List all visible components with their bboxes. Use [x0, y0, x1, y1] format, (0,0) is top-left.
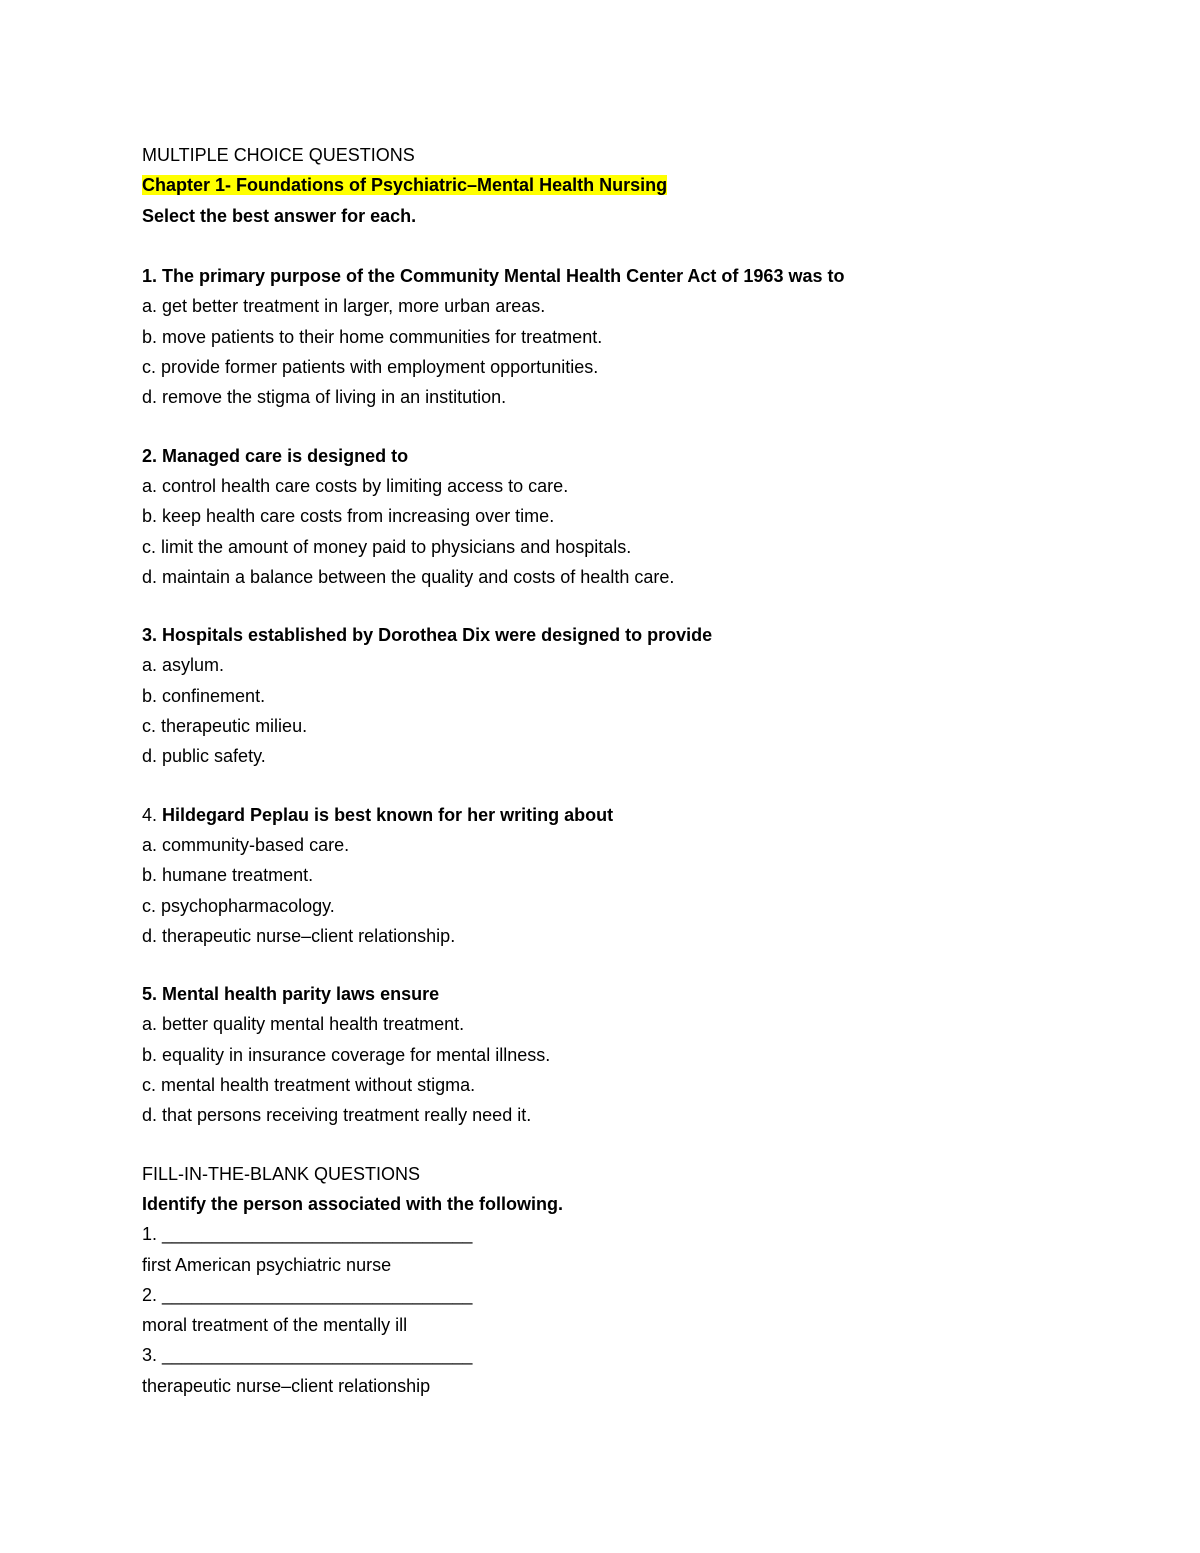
chapter-highlight: Chapter 1- Foundations of Psychiatric–Mental Health Nursing — [142, 175, 668, 196]
spacer — [142, 413, 1102, 441]
question-prompt — [142, 800, 1102, 830]
section-title: MULTIPLE CHOICE QUESTIONS — [142, 145, 415, 165]
spacer — [142, 1131, 1102, 1159]
fill-in-blank: 3. _______________________________ — [142, 1345, 473, 1366]
answer-option: d. remove the stigma of living in an institution. — [142, 387, 507, 408]
fill-in-clue: therapeutic nurse–client relationship — [142, 1375, 431, 1396]
answer-option: a. control health care costs by limiting access to care. — [142, 475, 569, 496]
spacer — [142, 772, 1102, 800]
question-block — [142, 620, 1102, 771]
question-prompt: 2. Managed care is designed to — [142, 445, 409, 466]
fill-in-clue: moral treatment of the mentally ill — [142, 1315, 408, 1336]
question-number: 4. — [142, 804, 158, 825]
question-block — [142, 800, 1102, 951]
question-prompt: 3. Hospitals established by Dorothea Dix were designed to provide — [142, 625, 713, 646]
fill-in-blank: 2. _______________________________ — [142, 1284, 473, 1305]
question-prompt: 1. The primary purpose of the Community Mental Health Center Act of 1963 was to — [142, 266, 845, 287]
answer-option: b. keep health care costs from increasing over time. — [142, 506, 555, 527]
answer-option: b. equality in insurance coverage for mental illness. — [142, 1044, 551, 1065]
answer-option: d. public safety. — [142, 746, 266, 767]
question-block — [142, 979, 1102, 1130]
spacer — [142, 951, 1102, 979]
document-page — [142, 140, 1102, 1401]
question-text: Hildegard Peplau is best known for her writing about — [157, 804, 614, 825]
answer-option: d. maintain a balance between the quality and costs of health care. — [142, 566, 675, 587]
fill-in-title: FILL-IN-THE-BLANK QUESTIONS — [142, 1163, 421, 1184]
answer-option: a. get better treatment in larger, more urban areas. — [142, 296, 546, 317]
answer-option: a. asylum. — [142, 655, 225, 676]
chapter-heading — [142, 170, 1102, 200]
question-block — [142, 441, 1102, 592]
fill-in-instruction: Identify the person associated with the following. — [142, 1193, 564, 1214]
answer-option: b. humane treatment. — [142, 865, 314, 886]
answer-option: a. community-based care. — [142, 834, 350, 855]
answer-option: d. therapeutic nurse–client relationship. — [142, 925, 456, 946]
question-block — [142, 261, 1102, 412]
answer-option: c. provide former patients with employment opportunities. — [142, 357, 599, 378]
answer-option: a. better quality mental health treatment. — [142, 1014, 465, 1035]
spacer — [142, 231, 1102, 261]
instruction-text: Select the best answer for each. — [142, 205, 417, 226]
answer-option: b. move patients to their home communities for treatment. — [142, 326, 603, 347]
fill-in-blank: 1. _______________________________ — [142, 1224, 473, 1245]
fill-in-section — [142, 1159, 1102, 1401]
answer-option: c. therapeutic milieu. — [142, 716, 308, 737]
answer-option: c. mental health treatment without stigma. — [142, 1075, 476, 1096]
answer-option: c. psychopharmacology. — [142, 895, 335, 916]
question-prompt: 5. Mental health parity laws ensure — [142, 984, 440, 1005]
answer-option: c. limit the amount of money paid to physicians and hospitals. — [142, 536, 632, 557]
spacer — [142, 592, 1102, 620]
answer-option: d. that persons receiving treatment really need it. — [142, 1105, 532, 1126]
answer-option: b. confinement. — [142, 685, 266, 706]
fill-in-clue: first American psychiatric nurse — [142, 1254, 392, 1275]
